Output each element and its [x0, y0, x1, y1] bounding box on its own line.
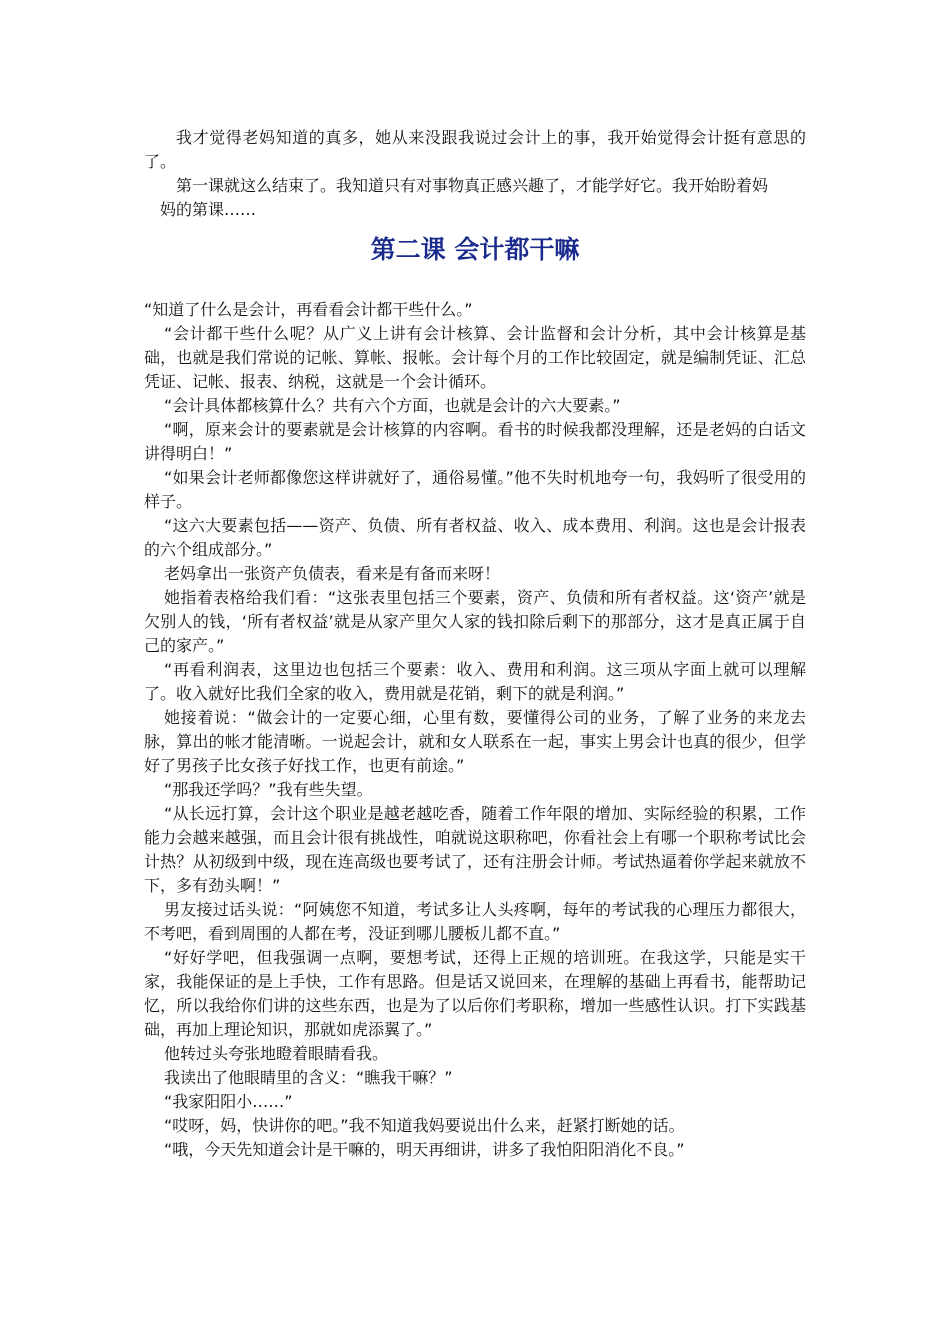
- lesson-body: [144, 298, 806, 1162]
- intro-paragraph: [144, 174, 806, 222]
- intro-line: 第一课就这么结束了。我知道只有对事物真正感兴趣了，才能学好它。我开始盼着妈: [176, 176, 769, 195]
- body-paragraph: 男友接过话头说：“阿姨您不知道，考试多让人头疼啊，每年的考试我的心理压力都很大，不考吧，看到周围的人都在考，没证到哪儿腰板儿都不直。”: [144, 900, 806, 943]
- body-paragraph: “如果会计老师都像您这样讲就好了，通俗易懂。”他不失时机地夸一句，我妈听了很受用的样子。: [144, 468, 806, 511]
- body-paragraph: 我读出了他眼睛里的含义：“瞧我干嘛？”: [164, 1068, 453, 1087]
- body-paragraph: “会计具体都核算什么？共有六个方面，也就是会计的六大要素。”: [164, 396, 621, 415]
- body-paragraph: “那我还学吗？”我有些失望。: [164, 780, 373, 799]
- intro-paragraph: 我才觉得老妈知道的真多，她从来没跟我说过会计上的事，我开始觉得会计挺有意思的了。: [144, 128, 806, 171]
- body-paragraph: “我家阳阳小……”: [164, 1092, 293, 1111]
- body-paragraph: “好好学吧，但我强调一点啊，要想考试，还得上正规的培训班。在我这学，只能是实干家，我能保证的是上手快，工作有思路。但是话又说回来，在理解的基础上再看书，能帮助记忆，所以我给你们讲的这些东西，也是为了以后你们考职称，增加一些感性认识。打下实践基础，再加上理论知识，那就如虎添翼了。”: [144, 948, 806, 1039]
- intro-line: 妈的第课……: [160, 200, 257, 219]
- body-paragraph: “哦，今天先知道会计是干嘛的，明天再细讲，讲多了我怕阳阳消化不良。”: [164, 1140, 685, 1159]
- body-paragraph: 她指着表格给我们看：“这张表里包括三个要素，资产、负债和所有者权益。这‘资产’就是欠别人的钱，‘所有者权益’就是从家产里欠人家的钱扣除后剩下的那部分，这才是真正属于自己的家产。”: [144, 588, 806, 655]
- body-paragraph: “再看利润表，这里边也包括三个要素：收入、费用和利润。这三项从字面上就可以理解了。收入就好比我们全家的收入，费用就是花销，剩下的就是利润。”: [144, 660, 806, 703]
- body-paragraph: “哎呀，妈，快讲你的吧。”我不知道我妈要说出什么来，赶紧打断她的话。: [164, 1116, 685, 1135]
- body-paragraph: “会计都干些什么呢？从广义上讲有会计核算、会计监督和会计分析，其中会计核算是基础，也就是我们常说的记帐、算帐、报帐。会计每个月的工作比较固定，就是编制凭证、汇总凭证、记帐、报表、纳税，这就是一个会计循环。: [144, 324, 806, 391]
- body-paragraph: “知道了什么是会计，再看看会计都干些什么。”: [144, 300, 473, 319]
- body-paragraph: “这六大要素包括——资产、负债、所有者权益、收入、成本费用、利润。这也是会计报表的六个组成部分。”: [144, 516, 806, 559]
- body-paragraph: 她接着说：“做会计的一定要心细，心里有数，要懂得公司的业务，了解了业务的来龙去脉，算出的帐才能清晰。一说起会计，就和女人联系在一起，事实上男会计也真的很少，但学好了男孩子比女孩子好找工作，也更有前途。”: [144, 708, 806, 775]
- lesson-heading: 第二课 会计都干嘛: [370, 235, 580, 264]
- body-paragraph: 老妈拿出一张资产负债表，看来是有备而来呀！: [164, 564, 501, 583]
- intro-section: [144, 126, 806, 222]
- body-paragraph: “从长远打算，会计这个职业是越老越吃香，随着工作年限的增加、实际经验的积累，工作能力会越来越强，而且会计很有挑战性，咱就说这职称吧，你看社会上有哪一个职称考试比会计热？从初级到中级，现在连高级也要考试了，还有注册会计师。考试热逼着你学起来就放不下，多有劲头啊！”: [144, 804, 806, 895]
- body-paragraph: “啊，原来会计的要素就是会计核算的内容啊。看书的时候我都没理解，还是老妈的白话文讲得明白！”: [144, 420, 806, 463]
- body-paragraph: 他转过头夸张地瞪着眼睛看我。: [164, 1044, 389, 1063]
